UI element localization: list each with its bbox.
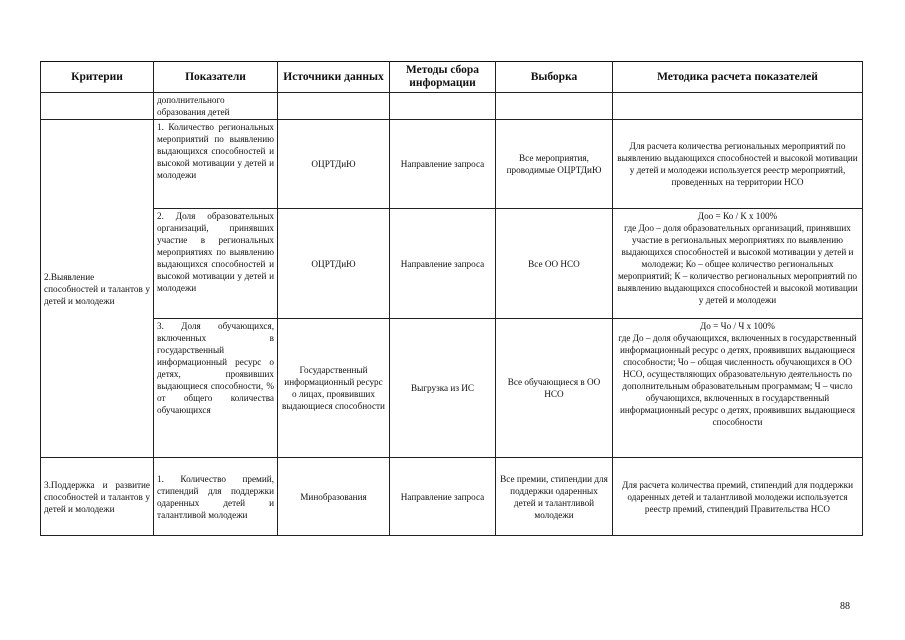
cell-sample: Все премии, стипендии для поддержки одаренных детей и талантливой молодежи — [496, 458, 613, 536]
cell-sample — [496, 93, 613, 120]
cell-calc — [613, 209, 863, 319]
table-row — [41, 120, 863, 209]
page-number: 88 — [840, 601, 850, 612]
header-methods: Методы сбора информации — [390, 62, 496, 93]
table-row — [41, 458, 863, 536]
header-sources: Источники данных — [278, 62, 390, 93]
table-row — [41, 93, 863, 120]
cell-sample: Все мероприятия, проводимые ОЦРТДиЮ — [496, 120, 613, 209]
calc-text: где Доо – доля образовательных организаций, принявших участие в региональных мероприятиях по выявлению выдающихся способностей и высокой мотивации у детей и молодежи; Ко – общее количество региональных мероприятий; К – количество региональных мероприятий по выявлению выдающихся способностей и высокой мотивации у детей и молодежи — [617, 223, 858, 305]
cell-method: Выгрузка из ИС — [390, 319, 496, 458]
cell-indicator: 2. Доля образовательных организаций, принявших участие в региональных мероприятиях по выявлению выдающихся способностей и высокой мотивации у детей и молодежи — [154, 209, 278, 319]
cell-calc — [613, 319, 863, 458]
header-criteria: Критерии — [41, 62, 154, 93]
table-row — [41, 319, 863, 458]
cell-source: ОЦРТДиЮ — [278, 120, 390, 209]
cell-sample: Все ОО НСО — [496, 209, 613, 319]
header-indicators: Показатели — [154, 62, 278, 93]
cell-indicator: 1. Количество региональных мероприятий по выявлению выдающихся способностей и высокой мотивации у детей и молодежи — [154, 120, 278, 209]
cell-indicator: дополнительного образования детей — [154, 93, 278, 120]
table-row — [41, 209, 863, 319]
calc-formula: Доо = Ко / К х 100% — [697, 211, 778, 221]
cell-source: Государственный информационный ресурс о лицах, проявивших выдающиеся способности — [278, 319, 390, 458]
cell-source: ОЦРТДиЮ — [278, 209, 390, 319]
calc-formula: До = Чо / Ч х 100% — [700, 321, 775, 331]
header-calc: Методика расчета показателей — [613, 62, 863, 93]
header-sample: Выборка — [496, 62, 613, 93]
cell-method: Направление запроса — [390, 120, 496, 209]
calc-text: где До – доля обучающихся, включенных в государственный информационный ресурс о детях, проявивших выдающиеся способности; Чо – общая численность обучающихся в ОО НСО, осуществляющих образовательную деятельность по дополнительным образовательным программам; Ч – число обучающихся, включенных в государственный информационный ресурс о детях, проявивших выдающиеся способности — [618, 333, 857, 427]
cell-calc: Для расчета количества премий, стипендий для поддержки одаренных детей и талантливой молодежи используется реестр премий, стипендий Правительства НСО — [613, 458, 863, 536]
cell-method: Направление запроса — [390, 458, 496, 536]
cell-source: Минобразования — [278, 458, 390, 536]
header-row — [41, 62, 863, 93]
cell-source — [278, 93, 390, 120]
cell-method: Направление запроса — [390, 209, 496, 319]
cell-method — [390, 93, 496, 120]
cell-criterion: 3.Поддержка и развитие способностей и талантов у детей и молодежи — [41, 458, 154, 536]
cell-indicator: 3. Доля обучающихся, включенных в государственный информационный ресурс о детях, проявивших выдающиеся способности, % от общего количества обучающихся — [154, 319, 278, 458]
cell-calc — [613, 93, 863, 120]
cell-calc: Для расчета количества региональных мероприятий по выявлению выдающихся способностей и высокой мотивации у детей и молодежи используется реестр мероприятий, проведенных на территории НСО — [613, 120, 863, 209]
cell-indicator: 1. Количество премий, стипендий для поддержки одаренных детей и талантливой молодежи — [154, 458, 278, 536]
indicators-table — [40, 61, 863, 536]
cell-sample: Все обучающиеся в ОО НСО — [496, 319, 613, 458]
cell-criterion — [41, 93, 154, 120]
cell-criterion: 2.Выявление способностей и талантов у детей и молодежи — [41, 120, 154, 458]
